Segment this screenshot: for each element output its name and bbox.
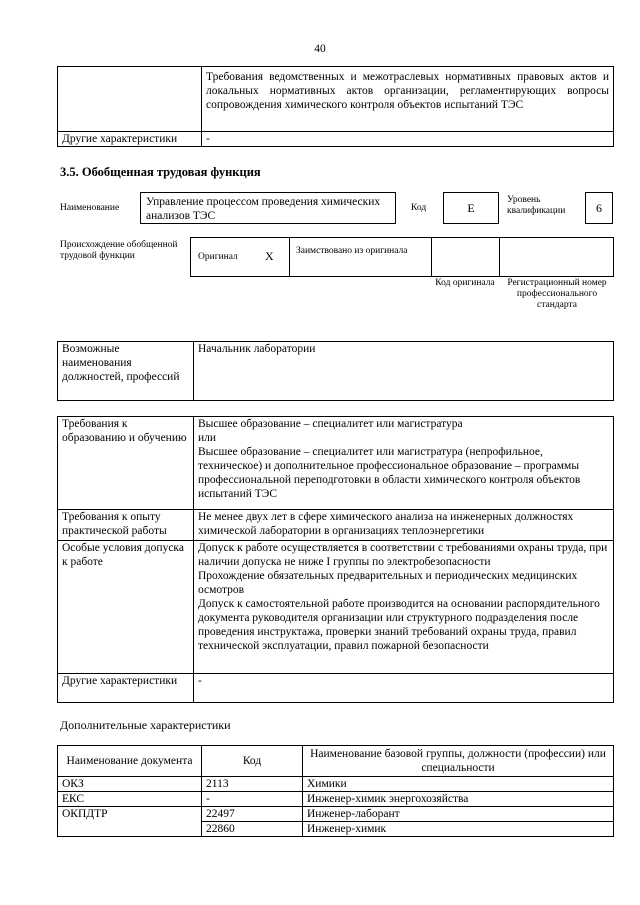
cell-doc: ЕКС: [58, 792, 202, 807]
req-line: или: [198, 432, 217, 444]
cell-name: Химики: [303, 777, 614, 792]
req-line: -: [198, 675, 202, 687]
level-label: Уровень квалификации: [507, 195, 566, 216]
positions-label: Возможные наименования должностей, профессий: [58, 342, 194, 401]
req-line: Высшее образование – специалитет или магистратура: [198, 418, 463, 430]
req-other-label: Другие характеристики: [58, 674, 194, 703]
cell-doc: ОКПДТР: [58, 807, 202, 822]
req-line: Допуск к самостоятельной работе производится на основании распорядительного документа руководителя организации или структурного подразделения после проведения инструктажа, проверки знаний требований охраны труда, правил технической эксплуатации, правил пожарной безопасности: [198, 598, 600, 652]
requirements-table: [57, 416, 614, 703]
positions-value: Начальник лаборатории: [194, 342, 614, 401]
level-value: [585, 192, 613, 224]
header-code: Код: [202, 746, 303, 777]
cell-code: -: [202, 792, 303, 807]
positions-table: [57, 341, 614, 401]
name-label: Наименование: [60, 203, 120, 213]
other-label: Другие характеристики: [58, 132, 202, 147]
cell-code: 22860: [202, 822, 303, 837]
req-special-value: [194, 541, 614, 674]
header-name: Наименование базовой группы, должности (профессии) или специальности: [303, 746, 614, 777]
req-education-label: Требования к образованию и обучению: [58, 417, 194, 510]
code-value: [443, 192, 499, 224]
origin-table: [190, 237, 614, 277]
header-doc: Наименование документа: [58, 746, 202, 777]
borrowed-label: Заимствовано из оригинала: [296, 246, 408, 256]
cell-name: Инженер-лаборант: [303, 807, 614, 822]
code-value-text: E: [467, 201, 475, 215]
table-row: [58, 777, 614, 792]
original-label: Оригинал: [198, 252, 238, 262]
req-experience-label: Требования к опыту практической работы: [58, 510, 194, 541]
original-mark: X: [265, 249, 274, 263]
table-row: [58, 822, 614, 837]
other-value: -: [202, 132, 614, 147]
cell-doc: [58, 822, 202, 837]
top-table: [57, 66, 614, 147]
cell-name: Инженер-химик энергохозяйства: [303, 792, 614, 807]
table-row: [58, 807, 614, 822]
req-line: Допуск к работе осуществляется в соответствии с требованиями охраны труда, при наличии допуска не ниже I группы по электробезопасности: [198, 542, 608, 568]
reg-number-label: Регистрационный номер профессионального стандарта: [507, 278, 607, 310]
req-experience-value: [194, 510, 614, 541]
section-title: 3.5. Обобщенная трудовая функция: [60, 165, 261, 179]
cell-name: Инженер-химик: [303, 822, 614, 837]
requirements-text: Требования ведомственных и межотраслевых нормативных правовых актов и локальных нормативных актов организации, регламентирующих вопросы сопровождения химического контроля объектов испытаний ТЭС: [202, 67, 614, 132]
code-original-label: Код оригинала: [435, 278, 495, 288]
table-row: [58, 792, 614, 807]
origin-label: Происхождение обобщенной трудовой функции: [60, 240, 178, 261]
page-number: 40: [314, 43, 326, 55]
extra-title: Дополнительные характеристики: [60, 718, 231, 732]
req-other-value: [194, 674, 614, 703]
function-name: [140, 192, 396, 224]
cell-code: 2113: [202, 777, 303, 792]
req-education-value: [194, 417, 614, 510]
req-line: Высшее образование – специалитет или магистратура (непрофильное, техническое) и дополнительное профессиональное образование – программы профессиональной переподготовки в области химического контроля объектов испытаний ТЭС: [198, 446, 581, 500]
req-line: Прохождение обязательных предварительных и периодических медицинских осмотров: [198, 570, 578, 596]
level-value-text: 6: [596, 201, 602, 215]
req-line: Не менее двух лет в сфере химического анализа на инженерных должностях химической лаборатории в организациях теплоэнергетики: [198, 511, 574, 537]
cell-doc: ОКЗ: [58, 777, 202, 792]
extra-table: [57, 745, 614, 837]
code-label: Код: [411, 203, 427, 213]
req-special-label: Особые условия допуска к работе: [58, 541, 194, 674]
cell-code: 22497: [202, 807, 303, 822]
function-name-text: Управление процессом проведения химических анализов ТЭС: [146, 196, 381, 222]
